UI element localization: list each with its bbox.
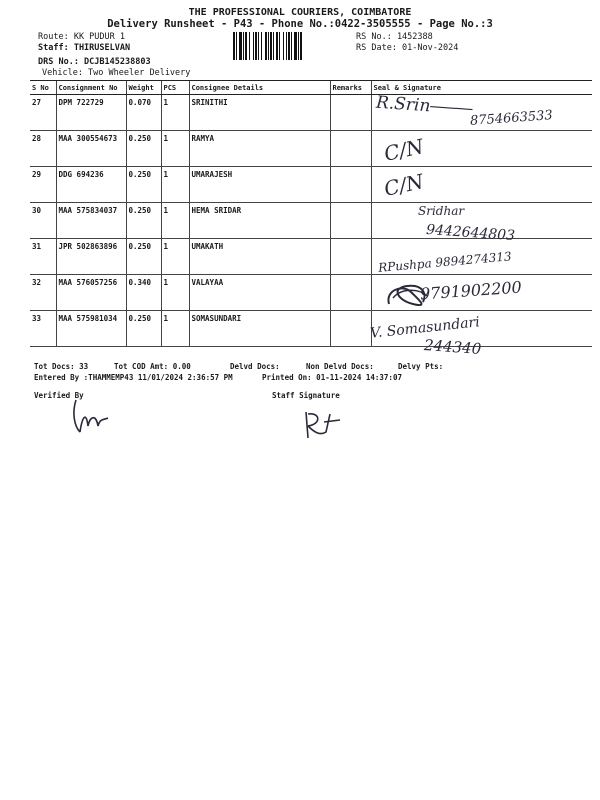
row-remarks	[330, 275, 371, 311]
table-header-row	[30, 81, 592, 95]
row-pcs: 1	[161, 311, 189, 347]
row-consignment: MAA 576057256	[56, 275, 126, 311]
row-consignee: SOMASUNDARI	[189, 311, 330, 347]
vehicle-label: Vehicle: Two Wheeler Delivery	[42, 68, 191, 78]
non-delivered-docs: Non Delvd Docs:	[306, 362, 374, 371]
row-weight: 0.250	[126, 239, 161, 275]
company-title: THE PROFESSIONAL COURIERS, COIMBATORE	[188, 7, 412, 18]
row-consignee: RAMYA	[189, 131, 330, 167]
row-remarks	[330, 203, 371, 239]
rs-date: RS Date: 01-Nov-2024	[356, 43, 459, 53]
row-consignment: DDG 694236	[56, 167, 126, 203]
staff-signature-label: Staff Signature	[272, 391, 340, 400]
row-remarks	[330, 239, 371, 275]
delivered-docs: Delvd Docs:	[230, 362, 280, 371]
row-sno: 29	[30, 167, 56, 203]
total-cod: Tot COD Amt: 0.00	[114, 362, 191, 371]
col-consignment: Consignment No	[56, 81, 126, 95]
entered-by: Entered By :THAMMEMP43 11/01/2024 2:36:57 PM	[34, 373, 233, 382]
col-remarks: Remarks	[330, 81, 371, 95]
row-consignee: VALAYAA	[189, 275, 330, 311]
signature-row-33: V. Somasundari	[369, 314, 481, 342]
row-sno: 27	[30, 95, 56, 131]
rs-number: RS No.: 1452388	[356, 32, 433, 42]
table-row	[30, 311, 592, 347]
staff-signature	[300, 408, 346, 442]
signature-row-31: RPushpa 9894274313	[377, 249, 513, 275]
row-consignment: JPR 502863896	[56, 239, 126, 275]
row-sno: 28	[30, 131, 56, 167]
row-pcs: 1	[161, 131, 189, 167]
row-weight: 0.250	[126, 203, 161, 239]
row-weight: 0.070	[126, 95, 161, 131]
row-consignment: MAA 575834037	[56, 203, 126, 239]
row-consignee: SRINITHI	[189, 95, 330, 131]
row-remarks	[330, 95, 371, 131]
table-row	[30, 167, 592, 203]
signature-phone-27: 8754663533	[469, 108, 554, 129]
row-consignee: UMARAJESH	[189, 167, 330, 203]
row-remarks	[330, 311, 371, 347]
row-weight: 0.250	[126, 311, 161, 347]
row-weight: 0.340	[126, 275, 161, 311]
signature-row-27: R.Srin─────	[375, 92, 473, 119]
row-pcs: 1	[161, 275, 189, 311]
col-signature: Seal & Signature	[371, 81, 592, 95]
printed-on: Printed On: 01-11-2024 14:37:07	[262, 373, 402, 382]
row-consignee: HEMA SRIDAR	[189, 203, 330, 239]
row-consignee: UMAKATH	[189, 239, 330, 275]
row-sno: 30	[30, 203, 56, 239]
col-weight: Weight	[126, 81, 161, 95]
row-remarks	[330, 167, 371, 203]
col-pcs: PCS	[161, 81, 189, 95]
col-sno: S No	[30, 81, 56, 95]
table-row	[30, 131, 592, 167]
row-pcs: 1	[161, 95, 189, 131]
row-sno: 33	[30, 311, 56, 347]
signature-phone-30: 9442644803	[425, 221, 516, 245]
route-label: Route: KK PUDUR 1	[38, 32, 125, 42]
row-pcs: 1	[161, 239, 189, 275]
runsheet-title: Delivery Runsheet - P43 - Phone No.:0422-3505555 - Page No.:3	[107, 18, 493, 30]
signature-row-29: C/N	[381, 169, 426, 201]
barcode	[233, 32, 350, 60]
delivery-points: Delvy Pts:	[398, 362, 444, 371]
row-sno: 31	[30, 239, 56, 275]
row-weight: 0.250	[126, 167, 161, 203]
signature-number-33: 244340	[423, 336, 482, 358]
col-consignee: Consignee Details	[189, 81, 330, 95]
row-remarks	[330, 131, 371, 167]
row-weight: 0.250	[126, 131, 161, 167]
verified-by-label: Verified By	[34, 391, 84, 400]
staff-label: Staff: THIRUSELVAN	[38, 43, 131, 53]
barcode-bar	[300, 32, 302, 60]
row-pcs: 1	[161, 203, 189, 239]
verified-signature	[70, 398, 110, 434]
row-pcs: 1	[161, 167, 189, 203]
total-docs: Tot Docs: 33	[34, 362, 89, 371]
signature-row-32: 9791902200	[419, 277, 523, 304]
signature-row-28: C/N	[381, 134, 426, 166]
signature-row-30: Sridhar	[418, 204, 465, 218]
row-consignment: MAA 575981034	[56, 311, 126, 347]
drs-number: DRS No.: DCJB145238803	[38, 57, 151, 67]
row-consignment: MAA 300554673	[56, 131, 126, 167]
row-consignment: DPM 722729	[56, 95, 126, 131]
row-sno: 32	[30, 275, 56, 311]
